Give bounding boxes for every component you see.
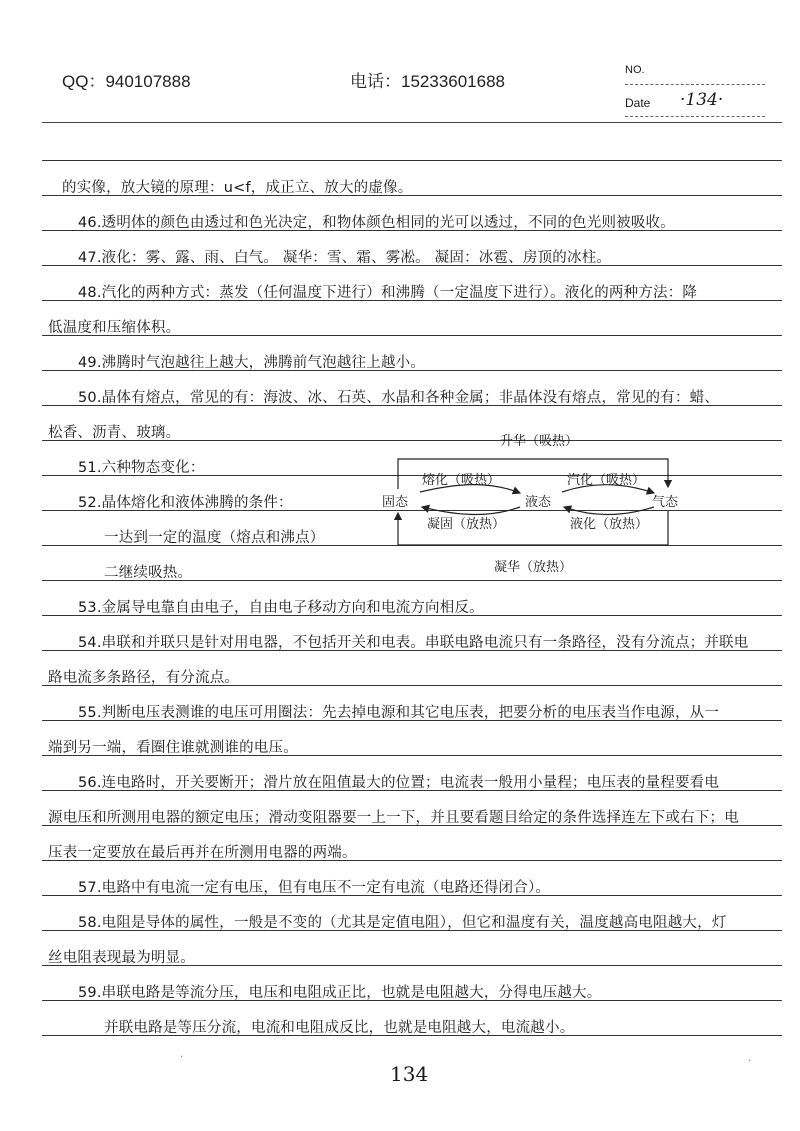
date-label: Date — [625, 96, 651, 110]
note-line: 源电压和所测用电器的额定电压；滑动变阻器要一上一下，并且要看题目给定的条件选择连左下或右下；电 — [48, 810, 739, 826]
freeze-label: 凝固（放热） — [427, 517, 506, 532]
note-line: 46.透明体的颜色由透过和色光决定，和物体颜色相同的光可以透过，不同的色光则被吸收。 — [78, 215, 675, 231]
ruled-line — [42, 160, 782, 161]
note-line: 二继续吸热。 — [104, 565, 193, 581]
note-line: 51.六种物态变化： — [78, 460, 205, 476]
header-divider — [42, 122, 782, 123]
page-number: 134 — [390, 1062, 429, 1086]
note-line: 47.液化：雾、露、雨、白气。 凝华：雪、霜、雾凇。 凝固：冰雹、房顶的冰柱。 — [78, 250, 612, 266]
page-header — [0, 0, 800, 120]
sublimate-label: 升华（吸热） — [500, 434, 579, 449]
note-line: 并联电路是等压分流，电流和电阻成反比，也就是电阻越大，电流越小。 — [104, 1020, 575, 1036]
note-line: 松香、沥青、玻璃。 — [48, 425, 181, 441]
liquefy-label: 液化（放热） — [570, 517, 649, 532]
date-field-line — [625, 116, 765, 117]
note-line: 48.汽化的两种方式：蒸发（任何温度下进行）和沸腾（一定温度下进行）。液化的两种方法：降 — [78, 285, 698, 301]
deposit-label: 凝华（放热） — [494, 560, 573, 575]
note-line: 丝电阻表现最为明显。 — [48, 950, 195, 966]
note-line: 59.串联电路是等流分压，电压和电阻成正比，也就是电阻越大，分得电压越大。 — [78, 985, 602, 1001]
note-line: 54.串联和并联只是针对用电器，不包括开关和电表。串联电路电流只有一条路径，没有分流点；并联电 — [78, 635, 749, 651]
no-field-line — [625, 84, 765, 85]
note-line: 50.晶体有熔点，常见的有：海波、冰、石英、水晶和各种金属；非晶体没有熔点，常见的有：蜡、 — [78, 390, 720, 406]
state-change-diagram — [372, 427, 702, 582]
note-line: 52.晶体熔化和液体沸腾的条件： — [78, 495, 293, 511]
note-line: 57.电路中有电流一定有电压，但有电压不一定有电流（电路还得闭合）。 — [78, 880, 551, 896]
gas-label: 气态 — [652, 495, 679, 510]
note-line: 路电流多条路径，有分流点。 — [48, 670, 240, 686]
note-line: 端到另一端，看圈住谁就测谁的电压。 — [48, 740, 298, 756]
note-line: 的实像，放大镜的原理：u<f，成正立、放大的虚像。 — [62, 180, 413, 196]
date-value: ·134· — [680, 90, 724, 110]
vaporize-label: 汽化（吸热） — [567, 473, 646, 488]
melt-label: 熔化（吸热） — [422, 473, 501, 488]
scan-speck: · — [748, 1056, 752, 1067]
solid-label: 固态 — [382, 495, 409, 510]
phone-contact: 电话：15233601688 — [350, 72, 506, 91]
note-line: 49.沸腾时气泡越往上越大，沸腾前气泡越往上越小。 — [78, 355, 426, 371]
note-line: 55.判断电压表测谁的电压可用圈法：先去掉电源和其它电压表，把要分析的电压表当作电源，从一 — [78, 705, 720, 721]
note-line: 压表一定要放在最后再并在所测用电器的两端。 — [48, 845, 357, 861]
scan-speck: · — [180, 1052, 184, 1063]
no-label: NO. — [625, 64, 645, 76]
qq-contact: QQ：940107888 — [62, 72, 191, 91]
liquid-label: 液态 — [525, 495, 552, 510]
note-line: 一达到一定的温度（熔点和沸点） — [104, 530, 325, 546]
note-line: 53.金属导电靠自由电子，自由电子移动方向和电流方向相反。 — [78, 600, 484, 616]
note-line: 58.电阻是导体的属性，一般是不变的（尤其是定值电阻），但它和温度有关，温度越高电阻越大，灯 — [78, 915, 727, 931]
note-line: 低温度和压缩体积。 — [48, 320, 181, 336]
note-line: 56.连电路时，开关要断开；滑片放在阻值最大的位置；电流表一般用小量程；电压表的量程要看电 — [78, 775, 720, 791]
